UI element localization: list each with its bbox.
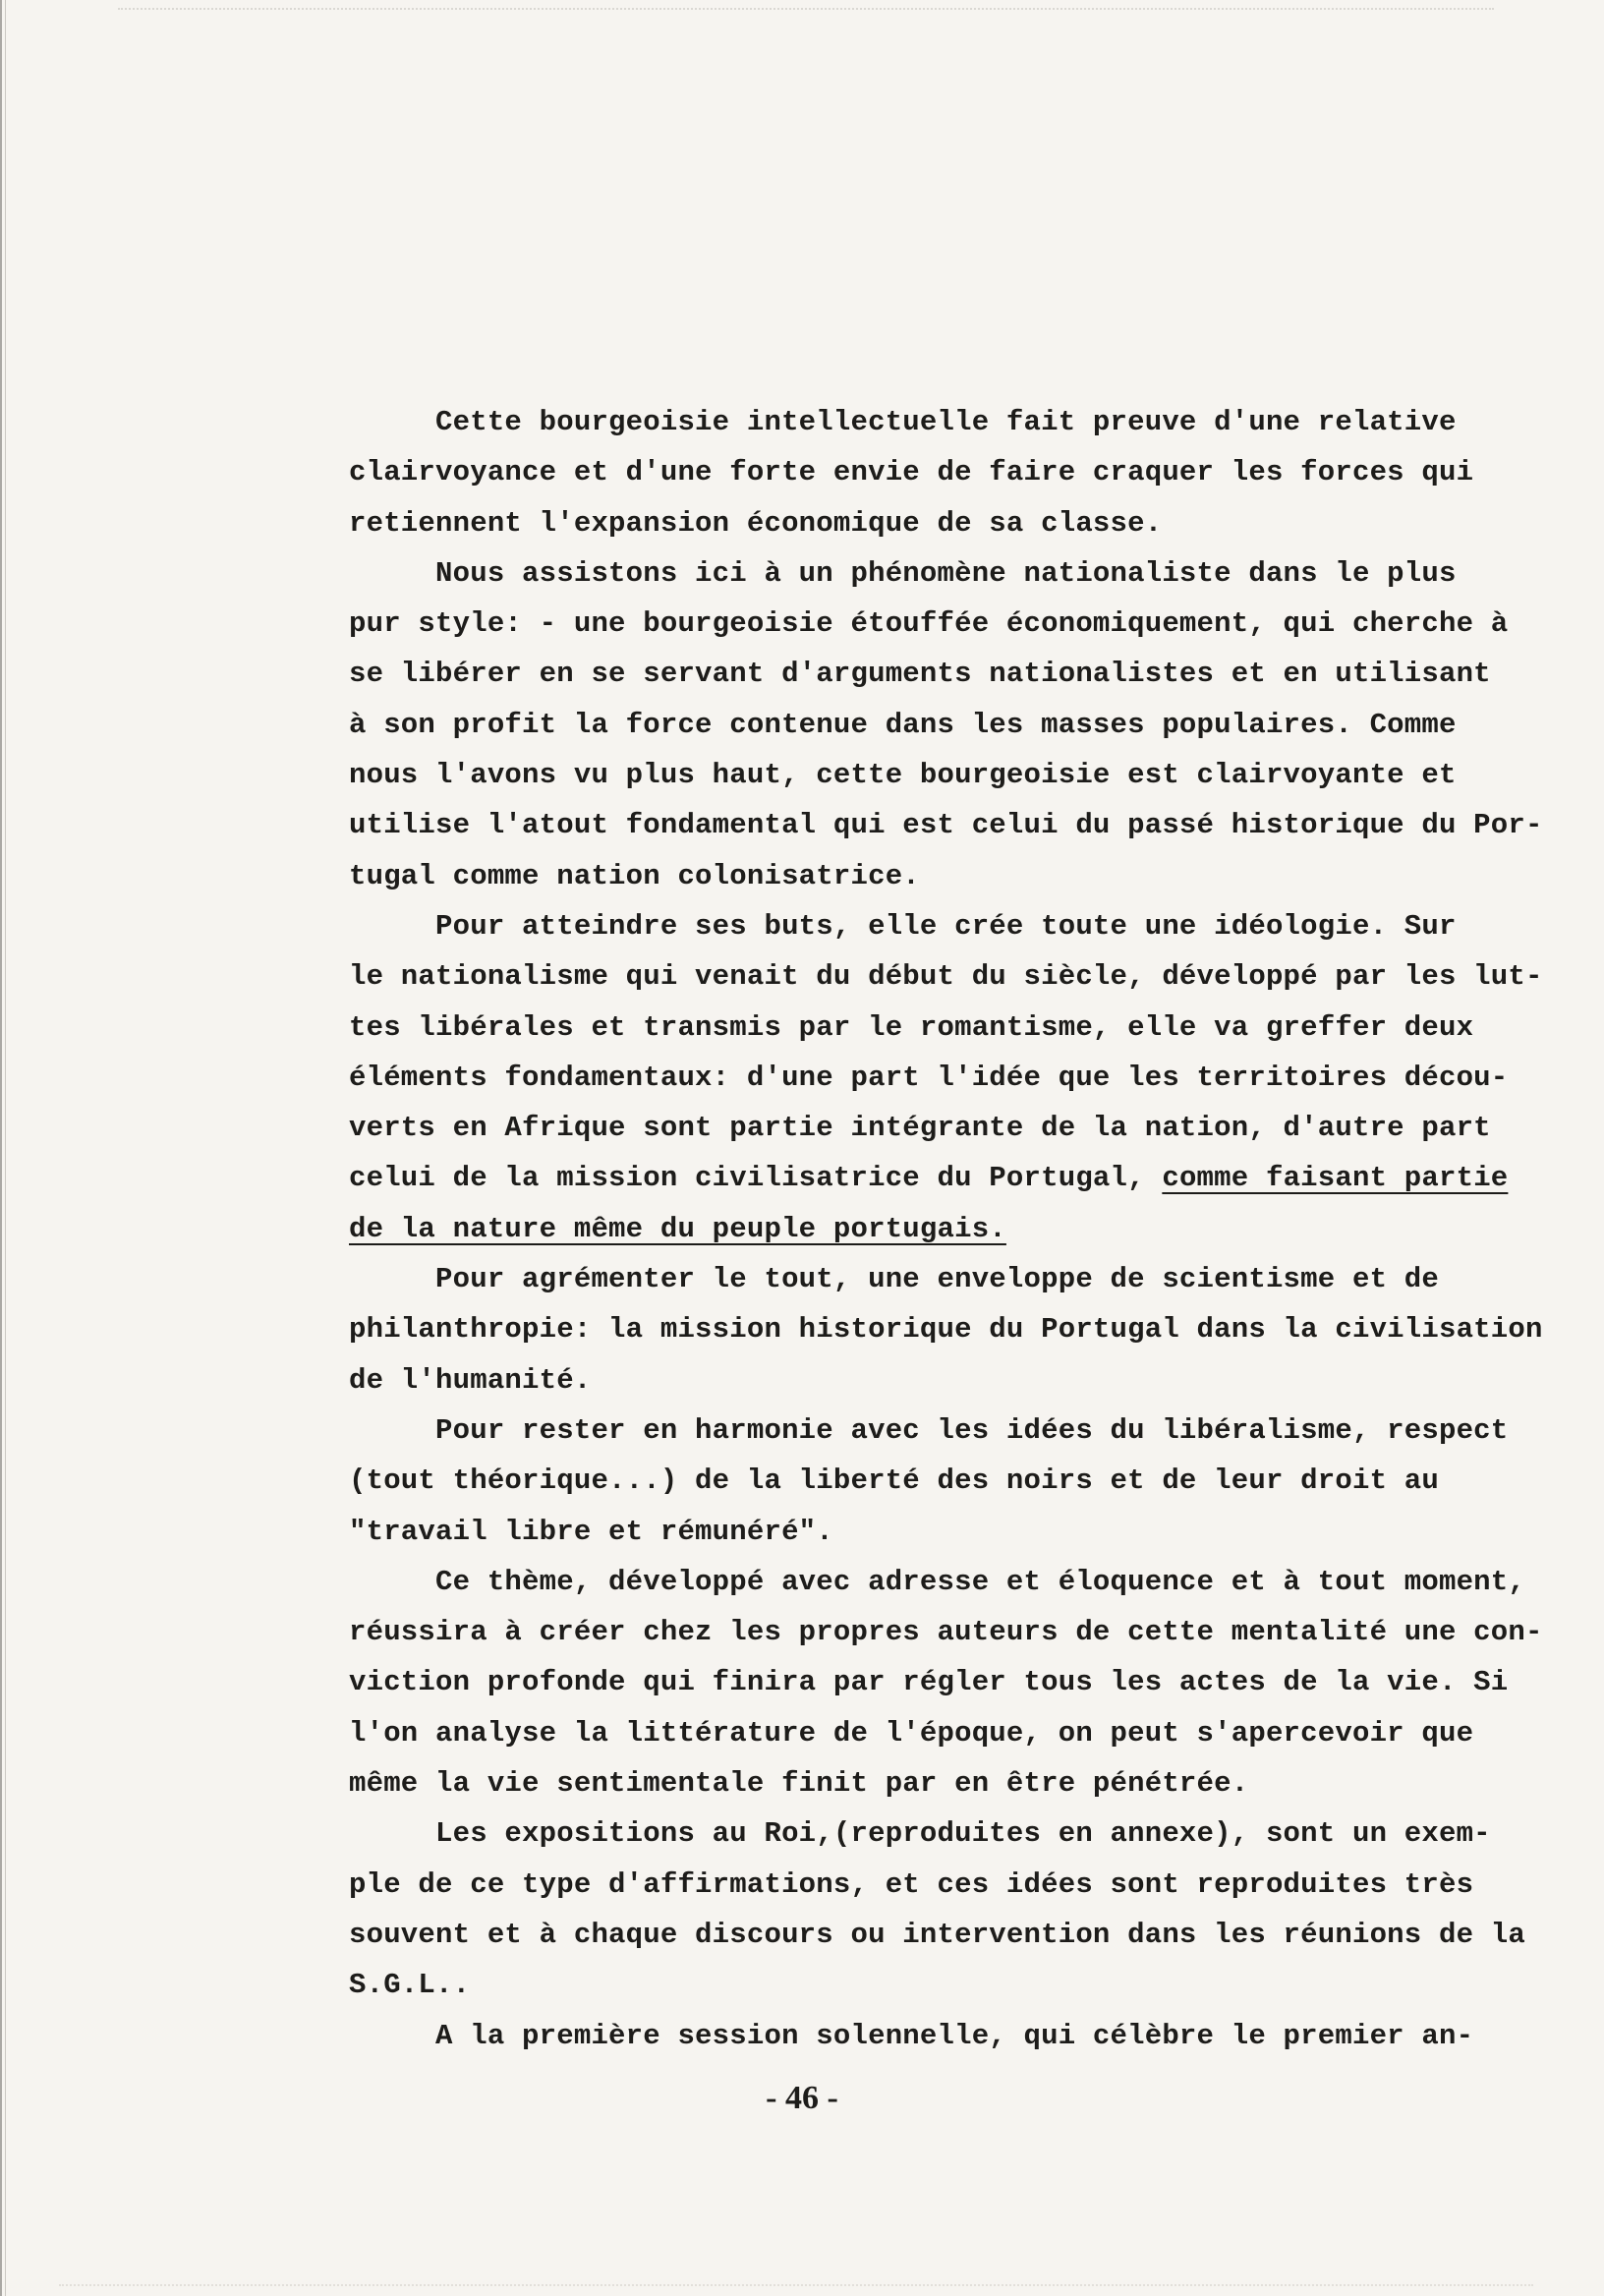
text-line: clairvoyance et d'une forte envie de faire craquer les forces qui xyxy=(349,456,1474,489)
text-line: A la première session solennelle, qui célèbre le premier an- xyxy=(349,2019,1474,2052)
text-line: Pour atteindre ses buts, elle crée toute une idéologie. Sur xyxy=(349,909,1457,943)
text-line: souvent et à chaque discours ou intervention dans les réunions de la xyxy=(349,1918,1525,1951)
text-line: ple de ce type d'affirmations, et ces idées sont reproduites très xyxy=(349,1867,1474,1901)
text-line: Ce thème, développé avec adresse et éloquence et à tout moment, xyxy=(349,1565,1525,1598)
text-line: à son profit la force contenue dans les masses populaires. Comme xyxy=(349,708,1457,741)
text-line: le nationalisme qui venait du début du siècle, développé par les lut- xyxy=(349,960,1543,994)
text-line: Nous assistons ici à un phénomène nationaliste dans le plus xyxy=(349,556,1457,590)
text-line xyxy=(349,1153,1553,1203)
text-line: même la vie sentimentale finit par en être pénétrée. xyxy=(349,1767,1249,1801)
text-line: nous l'avons vu plus haut, cette bourgeoisie est clairvoyante et xyxy=(349,759,1457,792)
text-line: verts en Afrique sont partie intégrante de la nation, d'autre part xyxy=(349,1112,1491,1145)
text-line: Pour rester en harmonie avec les idées du libéralisme, respect xyxy=(349,1413,1509,1447)
text-segment: celui de la mission civilisatrice du Portugal, xyxy=(349,1162,1163,1195)
text-line: Les expositions au Roi,(reproduites en annexe), sont un exem- xyxy=(349,1817,1491,1851)
text-line: viction profonde qui finira par régler tous les actes de la vie. Si xyxy=(349,1666,1509,1699)
text-line: S.G.L.. xyxy=(349,1969,471,2002)
text-line: retiennent l'expansion économique de sa classe. xyxy=(349,506,1163,540)
text-line: tes libérales et transmis par le romantisme, elle va greffer deux xyxy=(349,1010,1474,1044)
text-line: philanthropie: la mission historique du Portugal dans la civilisation xyxy=(349,1313,1543,1347)
text-line: de l'humanité. xyxy=(349,1363,592,1397)
scan-artifact-left-edge xyxy=(0,0,10,2296)
typed-text-body xyxy=(349,397,1553,2061)
text-line: tugal comme nation colonisatrice. xyxy=(349,859,920,892)
text-line: Cette bourgeoisie intellectuelle fait preuve d'une relative xyxy=(349,406,1457,438)
text-line xyxy=(349,1204,1553,1254)
scan-artifact-top xyxy=(118,8,1494,16)
text-line: Pour agrémenter le tout, une enveloppe de scientisme et de xyxy=(349,1263,1439,1296)
text-line: éléments fondamentaux: d'une part l'idée que les territoires décou- xyxy=(349,1061,1509,1094)
page-number: - 46 - xyxy=(766,2080,838,2116)
text-line: (tout théorique...) de la liberté des noirs et de leur droit au xyxy=(349,1464,1439,1498)
text-line: réussira à créer chez les propres auteurs de cette mentalité une con- xyxy=(349,1616,1543,1649)
text-line: utilise l'atout fondamental qui est celui du passé historique du Por- xyxy=(349,809,1543,842)
text-line: "travail libre et rémunéré". xyxy=(349,1515,833,1548)
underlined-text-segment: de la nature même du peuple portugais. xyxy=(349,1212,1006,1245)
text-line: pur style: - une bourgeoisie étouffée économiquement, qui cherche à xyxy=(349,607,1509,641)
underlined-text-segment: comme faisant partie xyxy=(1162,1162,1509,1195)
text-line: se libérer en se servant d'arguments nationalistes et en utilisant xyxy=(349,658,1491,691)
scan-artifact-bottom xyxy=(59,2278,1533,2286)
text-line: l'on analyse la littérature de l'époque, on peut s'apercevoir que xyxy=(349,1716,1474,1750)
